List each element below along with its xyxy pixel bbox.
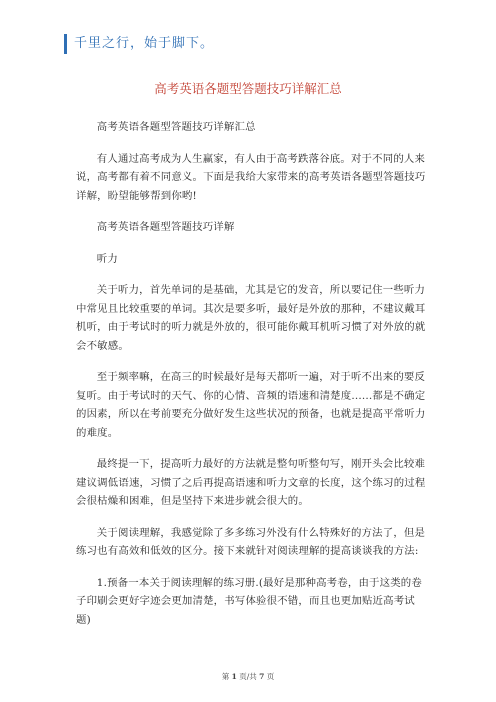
header-accent-bar [64, 34, 67, 54]
footer-prefix: 第 [221, 672, 230, 681]
paragraph-subtitle: 高考英语各题型答题技巧详解汇总 [96, 121, 256, 133]
paragraph-reading-tip-1: 1.预备一本关于阅读理解的练习册.(最好是那种高考卷，由于这类的卷子印刷会更好字迹会更加清楚，书写体验很不错，而且也更加贴近高考试题) [76, 576, 422, 626]
paragraph-section-heading: 高考英语各题型答题技巧详解 [96, 221, 235, 233]
paragraph-listening-3: 最终提一下，提高听力最好的方法就是整句听整句写，刚开头会比较难建议调低语速，习惯了之后再提高语速和听力文章的长度，这个练习的过程会很枯燥和困难，但是坚持下来进步就会很大的。 [76, 458, 426, 507]
footer-total-pages: 7 [259, 672, 265, 681]
paragraph-intro: 有人通过高考成为人生赢家，有人由于高考跌落谷底。对于不同的人来说，高考都有着不同意义。下面是我给大家带来的高考英语各题型答题技巧详解，盼望能够帮到你哟! [76, 152, 426, 202]
footer-middle: 页/共 [239, 672, 257, 681]
paragraph-listening-heading: 听力 [96, 252, 118, 265]
header-motto: 千里之行，始于脚下。 [74, 36, 215, 51]
paragraph-listening-1: 关于听力，首先单词的是基础，尤其是它的发音，所以要记住一些听力中常见且比较重要的单词。其次是要多听，最好是外放的那种，不建议戴耳机听，由于考试时的听力就是外放的，很可能你戴耳机听习惯了对外放的就会不敏感。 [76, 284, 426, 352]
document-title: 高考英语各题型答题技巧详解汇总 [154, 81, 342, 96]
paragraph-reading-intro: 关于阅读理解，我感觉除了多多练习外没有什么特殊好的方法了，但是练习也有高效和低效的区分。接下来就针对阅读理解的提高谈谈我的方法: [76, 526, 426, 557]
paragraph-listening-2: 至于频率嘛，在高三的时候最好是每天都听一遍，对于听不出来的要反复听。由于考试时的天气、你的心情、音频的语速和清楚度......都是不确定的因素，所以在考前要充分做好发生这些状况的预备，也就是提高平常听力的难度。 [76, 371, 426, 439]
footer-suffix: 页 [266, 672, 275, 681]
page-footer [0, 672, 496, 682]
document-body [76, 118, 428, 642]
footer-page-number: 1 [231, 672, 237, 681]
